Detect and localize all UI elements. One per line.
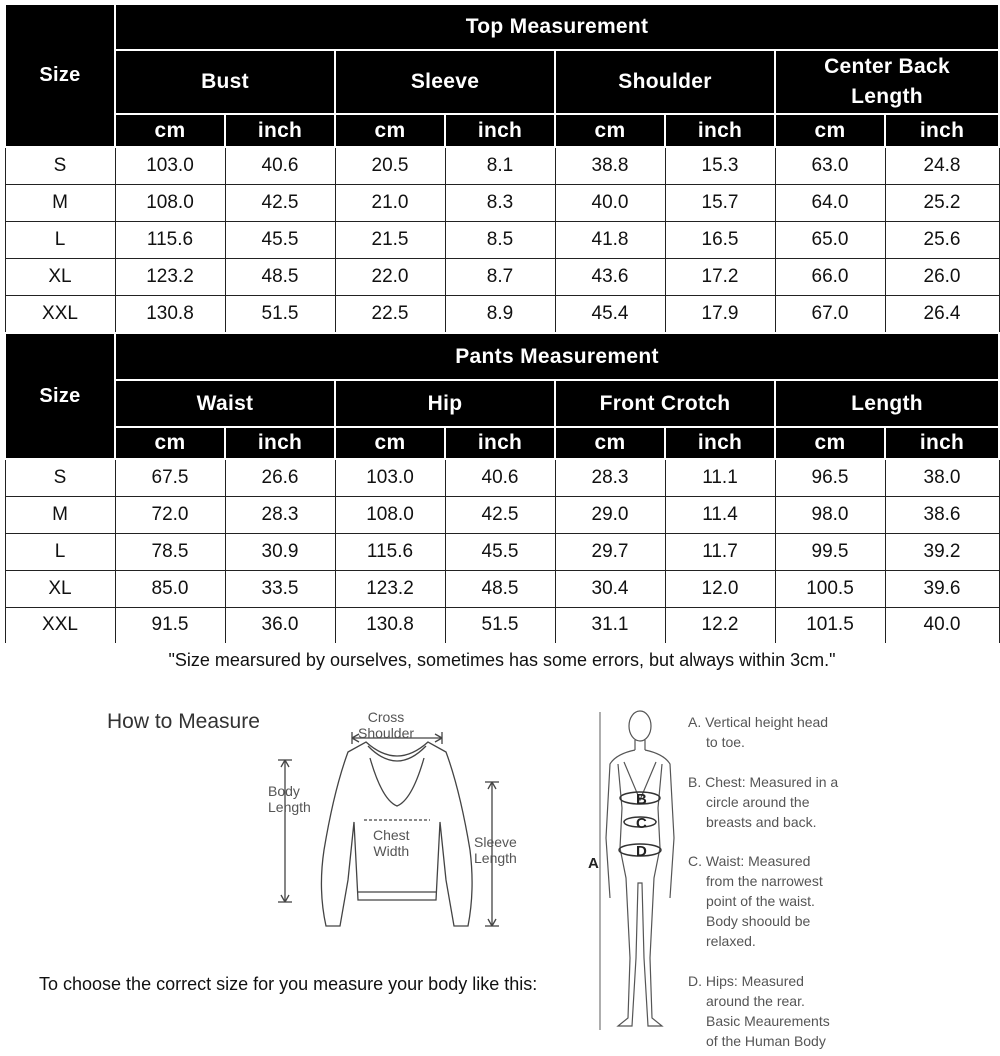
value-cell: 45.5 <box>445 533 555 570</box>
value-cell: 28.3 <box>225 496 335 533</box>
value-cell: 15.7 <box>665 184 775 221</box>
value-cell: 108.0 <box>115 184 225 221</box>
value-cell: 63.0 <box>775 147 885 184</box>
value-cell: 123.2 <box>115 258 225 295</box>
value-cell: 42.5 <box>225 184 335 221</box>
how-to-measure-section <box>0 690 1000 1056</box>
column-group-header: Waist <box>115 380 335 427</box>
value-cell: 115.6 <box>335 533 445 570</box>
unit-header: cm <box>555 427 665 459</box>
table-row <box>5 607 999 644</box>
column-group-header: Bust <box>115 50 335 114</box>
unit-header: inch <box>225 427 335 459</box>
value-cell: 100.5 <box>775 570 885 607</box>
value-cell: 103.0 <box>115 147 225 184</box>
value-cell: 99.5 <box>775 533 885 570</box>
unit-header: cm <box>115 114 225 147</box>
size-cell: L <box>5 221 115 258</box>
value-cell: 51.5 <box>225 295 335 332</box>
value-cell: 39.2 <box>885 533 999 570</box>
value-cell: 108.0 <box>335 496 445 533</box>
unit-header: inch <box>885 114 999 147</box>
value-cell: 45.4 <box>555 295 665 332</box>
column-group-header: Shoulder <box>555 50 775 114</box>
legend-b: B. Chest: Measured in a circle around the breasts and back. <box>688 774 839 830</box>
value-cell: 130.8 <box>115 295 225 332</box>
size-cell: XXL <box>5 295 115 332</box>
value-cell: 96.5 <box>775 459 885 496</box>
value-cell: 38.0 <box>885 459 999 496</box>
size-cell: S <box>5 459 115 496</box>
how-to-measure-title: How to Measure <box>107 710 260 733</box>
size-cell: XXL <box>5 607 115 644</box>
value-cell: 21.0 <box>335 184 445 221</box>
table-row <box>5 459 999 496</box>
value-cell: 43.6 <box>555 258 665 295</box>
table-title: Pants Measurement <box>115 333 999 380</box>
value-cell: 38.8 <box>555 147 665 184</box>
size-header: Size <box>5 333 115 459</box>
value-cell: 12.2 <box>665 607 775 644</box>
value-cell: 48.5 <box>225 258 335 295</box>
value-cell: 15.3 <box>665 147 775 184</box>
unit-header: inch <box>885 427 999 459</box>
unit-header: cm <box>335 427 445 459</box>
size-header: Size <box>5 4 115 147</box>
value-cell: 45.5 <box>225 221 335 258</box>
value-cell: 42.5 <box>445 496 555 533</box>
value-cell: 11.1 <box>665 459 775 496</box>
value-cell: 21.5 <box>335 221 445 258</box>
body-length-label: Body Length <box>268 783 311 815</box>
value-cell: 22.0 <box>335 258 445 295</box>
value-cell: 123.2 <box>335 570 445 607</box>
value-cell: 12.0 <box>665 570 775 607</box>
table-row <box>5 496 999 533</box>
value-cell: 8.9 <box>445 295 555 332</box>
size-cell: L <box>5 533 115 570</box>
column-group-header: Hip <box>335 380 555 427</box>
value-cell: 8.5 <box>445 221 555 258</box>
unit-header: inch <box>225 114 335 147</box>
value-cell: 101.5 <box>775 607 885 644</box>
value-cell: 85.0 <box>115 570 225 607</box>
value-cell: 115.6 <box>115 221 225 258</box>
marker-a: A <box>588 855 599 872</box>
value-cell: 40.0 <box>885 607 999 644</box>
marker-b: B <box>636 791 647 808</box>
column-group-header: Center Back Length <box>775 50 999 114</box>
unit-header: cm <box>775 427 885 459</box>
unit-header: cm <box>335 114 445 147</box>
marker-c: C <box>636 815 647 832</box>
size-cell: XL <box>5 570 115 607</box>
value-cell: 33.5 <box>225 570 335 607</box>
value-cell: 36.0 <box>225 607 335 644</box>
value-cell: 29.7 <box>555 533 665 570</box>
sleeve-length-label: Sleeve Length <box>474 834 517 866</box>
value-cell: 67.0 <box>775 295 885 332</box>
value-cell: 29.0 <box>555 496 665 533</box>
table-row <box>5 258 999 295</box>
column-group-header: Sleeve <box>335 50 555 114</box>
value-cell: 39.6 <box>885 570 999 607</box>
value-cell: 72.0 <box>115 496 225 533</box>
value-cell: 11.4 <box>665 496 775 533</box>
value-cell: 38.6 <box>885 496 999 533</box>
table-row <box>5 184 999 221</box>
table-row <box>5 570 999 607</box>
unit-header: inch <box>665 427 775 459</box>
table-row <box>5 533 999 570</box>
value-cell: 51.5 <box>445 607 555 644</box>
unit-header: cm <box>555 114 665 147</box>
value-cell: 8.7 <box>445 258 555 295</box>
marker-d: D <box>636 843 647 860</box>
value-cell: 26.0 <box>885 258 999 295</box>
value-cell: 40.6 <box>225 147 335 184</box>
value-cell: 17.9 <box>665 295 775 332</box>
table-row <box>5 147 999 184</box>
table-row <box>5 221 999 258</box>
value-cell: 67.5 <box>115 459 225 496</box>
size-cell: XL <box>5 258 115 295</box>
unit-header: inch <box>445 114 555 147</box>
legend-c: C. Waist: Measured from the narrowest point of the waist. Body shoould be relaxed. <box>688 853 823 949</box>
size-cell: M <box>5 184 115 221</box>
value-cell: 40.6 <box>445 459 555 496</box>
cross-shoulder-label: Cross Shoulder <box>358 709 415 741</box>
value-cell: 26.4 <box>885 295 999 332</box>
value-cell: 91.5 <box>115 607 225 644</box>
value-cell: 24.8 <box>885 147 999 184</box>
size-cell: M <box>5 496 115 533</box>
value-cell: 64.0 <box>775 184 885 221</box>
measurement-note: "Size mearsured by ourselves, sometimes has some errors, but always within 3cm." <box>5 644 999 676</box>
body-diagram <box>588 708 688 1038</box>
value-cell: 20.5 <box>335 147 445 184</box>
unit-header: inch <box>665 114 775 147</box>
value-cell: 78.5 <box>115 533 225 570</box>
value-cell: 25.6 <box>885 221 999 258</box>
value-cell: 66.0 <box>775 258 885 295</box>
value-cell: 31.1 <box>555 607 665 644</box>
table-title: Top Measurement <box>115 4 999 50</box>
value-cell: 40.0 <box>555 184 665 221</box>
unit-header: cm <box>115 427 225 459</box>
top-measurement-table <box>4 3 1000 333</box>
value-cell: 65.0 <box>775 221 885 258</box>
value-cell: 130.8 <box>335 607 445 644</box>
pants-measurement-table <box>4 332 1000 677</box>
measure-instruction: To choose the correct size for you measure your body like this: <box>39 974 538 994</box>
column-group-header: Length <box>775 380 999 427</box>
value-cell: 8.3 <box>445 184 555 221</box>
value-cell: 8.1 <box>445 147 555 184</box>
value-cell: 48.5 <box>445 570 555 607</box>
value-cell: 11.7 <box>665 533 775 570</box>
unit-header: cm <box>775 114 885 147</box>
legend-a: A. Vertical height head to toe. <box>688 714 829 750</box>
value-cell: 22.5 <box>335 295 445 332</box>
value-cell: 26.6 <box>225 459 335 496</box>
unit-header: inch <box>445 427 555 459</box>
value-cell: 30.4 <box>555 570 665 607</box>
value-cell: 28.3 <box>555 459 665 496</box>
value-cell: 30.9 <box>225 533 335 570</box>
legend-d: D. Hips: Measured around the rear. Basic Meaurements of the Human Body <box>688 973 830 1049</box>
value-cell: 17.2 <box>665 258 775 295</box>
value-cell: 25.2 <box>885 184 999 221</box>
value-cell: 103.0 <box>335 459 445 496</box>
value-cell: 41.8 <box>555 221 665 258</box>
value-cell: 16.5 <box>665 221 775 258</box>
column-group-header: Front Crotch <box>555 380 775 427</box>
value-cell: 98.0 <box>775 496 885 533</box>
size-cell: S <box>5 147 115 184</box>
chest-width-label: Chest Width <box>373 827 410 859</box>
table-row <box>5 295 999 332</box>
